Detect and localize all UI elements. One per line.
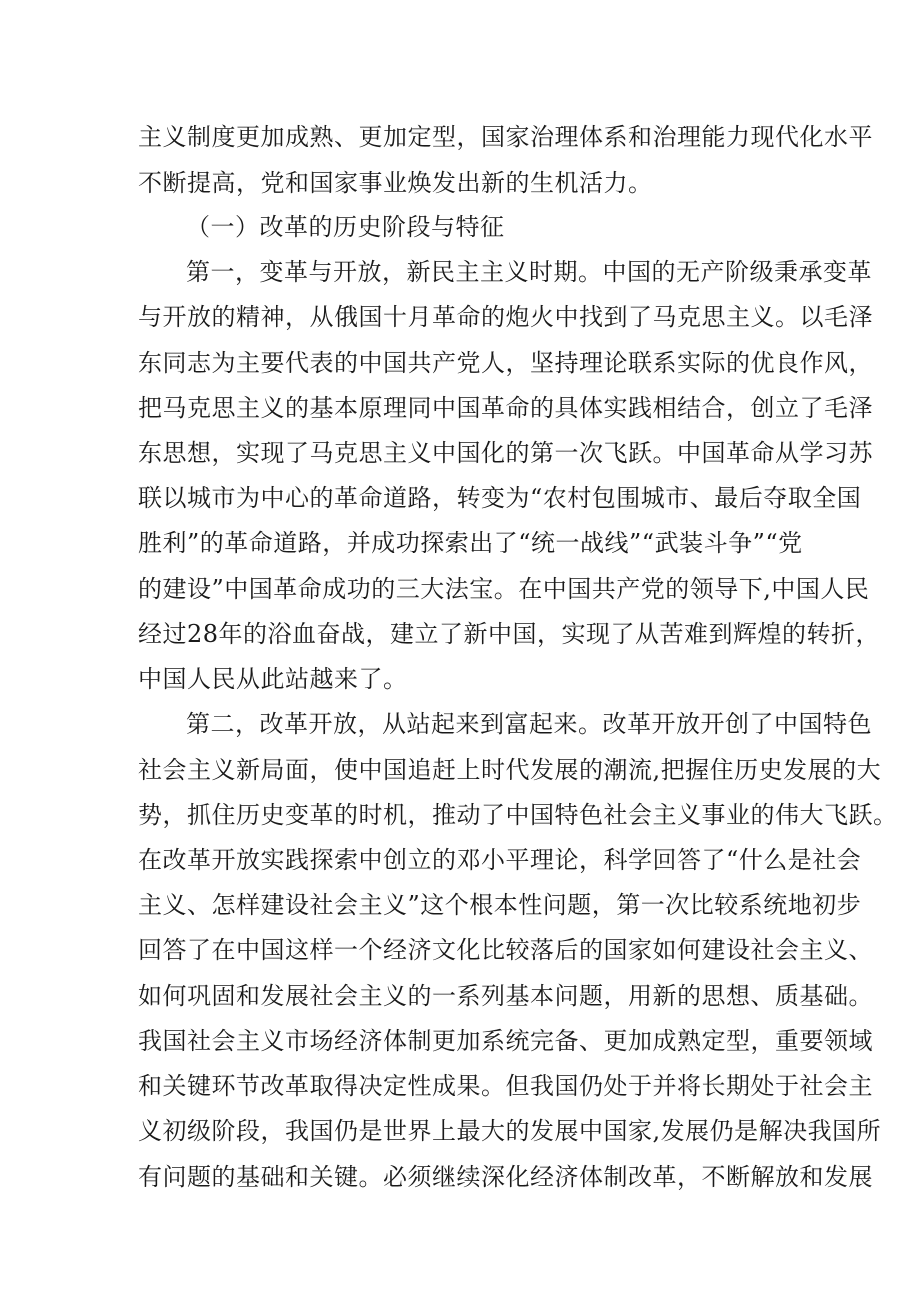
text-line: 不断提高，党和国家事业焕发出新的生机活力。	[138, 169, 653, 197]
text-line: 经过28年的浴血奋战，建立了新中国，实现了从苦难到辉煌的转折，	[138, 620, 881, 648]
text-line: 如何巩固和发展社会主义的一系列基本问题，用新的思想、质基础。	[138, 982, 873, 1010]
text-line: 有问题的基础和关键。必须继续深化经济体制改革，不断解放和发展	[138, 1163, 873, 1191]
text-line: 胜利”的革命道路，并成功探索出了“统一战线”“武装斗争”“党	[138, 529, 803, 557]
text-line: 中国人民从此站越来了。	[138, 665, 408, 693]
text-line: 东同志为主要代表的中国共产党人，坚持理论联系实际的优良作风，	[138, 349, 873, 377]
text-line: 第二，改革开放，从站起来到富起来。改革开放开创了中国特色	[186, 710, 872, 738]
text-line: 主义、怎样建设社会主义”这个根本性问题，第一次比较系统地初步	[138, 891, 862, 919]
text-line: 在改革开放实践探索中创立的邓小平理论，科学回答了“什么是社会	[138, 846, 862, 874]
text-line: 义初级阶段，我国仍是世界上最大的发展中国家,发展仍是解决我国所	[138, 1117, 882, 1145]
text-line: 和关键环节改革取得决定性成果。但我国仍处于并将长期处于社会主	[138, 1072, 873, 1100]
text-line: 联以城市为中心的革命道路，转变为“农村包围城市、最后夺取全国	[138, 484, 862, 512]
text-line: 回答了在中国这样一个经济文化比较落后的国家如何建设社会主义、	[138, 936, 873, 964]
text-line: 的建设”中国革命成功的三大法宝。在中国共产党的领导下,中国人民	[138, 575, 870, 603]
text-line: 社会主义新局面，使中国追赶上时代发展的潮流,把握住历史发展的大	[138, 756, 882, 784]
text-line: 第一，变革与开放，新民主主义时期。中国的无产阶级秉承变革	[186, 258, 872, 286]
text-line: 我国社会主义市场经济体制更加系统完备、更加成熟定型，重要领域	[138, 1027, 873, 1055]
text-line: 东思想，实现了马克思主义中国化的第一次飞跃。中国革命从学习苏	[138, 439, 873, 467]
text-line: 主义制度更加成熟、更加定型，国家治理体系和治理能力现代化水平	[138, 123, 873, 151]
text-line: 把马克思主义的基本原理同中国革命的具体实践相结合，创立了毛泽	[138, 394, 873, 422]
text-line: 势，抓住历史变革的时机，推动了中国特色社会主义事业的伟大飞跃。	[138, 801, 898, 829]
section-heading: （一）改革的历史阶段与特征	[186, 213, 505, 241]
text-line: 与开放的精神，从俄国十月革命的炮火中找到了马克思主义。以毛泽	[138, 303, 873, 331]
